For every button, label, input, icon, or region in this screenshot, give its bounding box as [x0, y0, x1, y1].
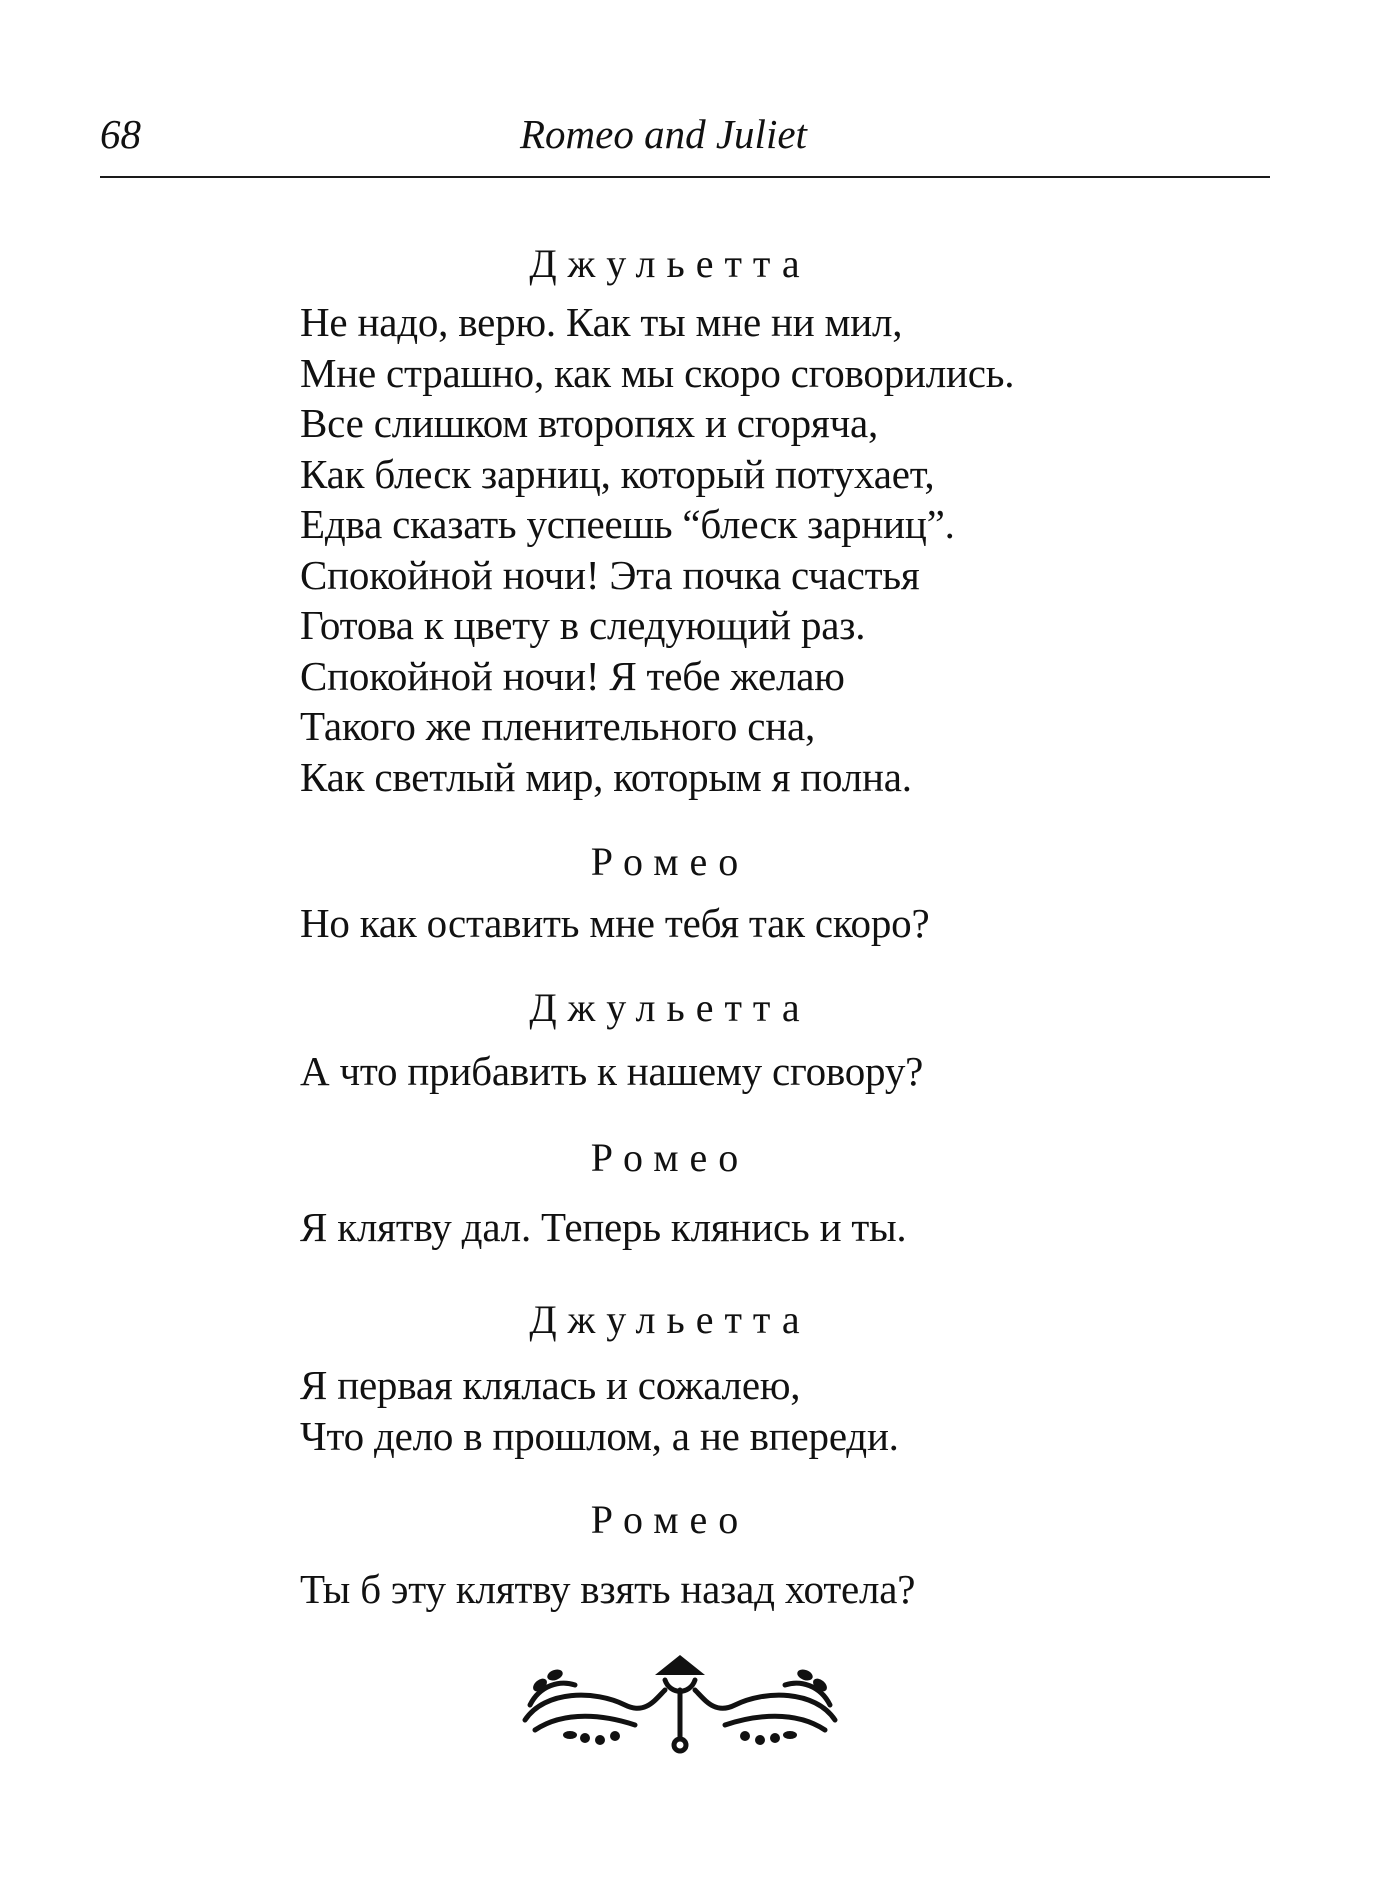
- speaker-name: Джульетта: [529, 985, 811, 1030]
- verse-line: Как блеск зарниц, который потухает,: [300, 450, 935, 497]
- speaker-name: Ромео: [590, 839, 750, 884]
- verse-line: Такого же пленительного сна,: [300, 703, 816, 749]
- verse-line: Готова к цвету в следующий раз.: [300, 602, 866, 648]
- verse-line: Не надо, верю. Как ты мне ни мил,: [300, 299, 903, 345]
- verse-block: [300, 1046, 1200, 1097]
- verse-block: [300, 1202, 1200, 1253]
- verse-line: Ты б эту клятву взять назад хотела?: [300, 1566, 916, 1612]
- speaker-name: Ромео: [590, 1135, 750, 1180]
- verse-line: Но как оставить мне тебя так скоро?: [300, 900, 930, 946]
- verse-line: А что прибавить к нашему сговору?: [300, 1048, 924, 1094]
- floral-tailpiece-ornament-icon: [515, 1650, 845, 1760]
- verse-line: Все слишком второпях и сгоряча,: [300, 400, 879, 446]
- verse-line: Я клятву дал. Теперь клянись и ты.: [300, 1204, 907, 1250]
- verse-block: [300, 1360, 1200, 1461]
- speaker-name: Ромео: [590, 1497, 750, 1542]
- speaker-name: Джульетта: [529, 241, 811, 286]
- header-rule: [100, 176, 1270, 178]
- verse-line: Я первая клялась и сожалею,: [300, 1362, 801, 1408]
- verse-block: [300, 1564, 1200, 1615]
- speaker-name: Джульетта: [529, 1297, 811, 1342]
- verse-line: Что дело в прошлом, а не впереди.: [300, 1412, 899, 1459]
- verse-block: [300, 297, 1200, 802]
- verse-line: Спокойной ночи! Эта почка счастья: [300, 551, 920, 598]
- page-number: 68: [100, 111, 141, 157]
- book-title: Romeo and Juliet: [520, 111, 807, 157]
- verse-line: Как светлый мир, которым я полна.: [300, 753, 912, 800]
- verse-block: [300, 898, 1200, 949]
- verse-line: Мне страшно, как мы скоро сговорились.: [300, 349, 1015, 396]
- verse-line: Едва сказать успеешь “блеск зарниц”.: [300, 501, 955, 547]
- verse-line: Спокойной ночи! Я тебе желаю: [300, 652, 845, 699]
- running-head: [100, 100, 1270, 160]
